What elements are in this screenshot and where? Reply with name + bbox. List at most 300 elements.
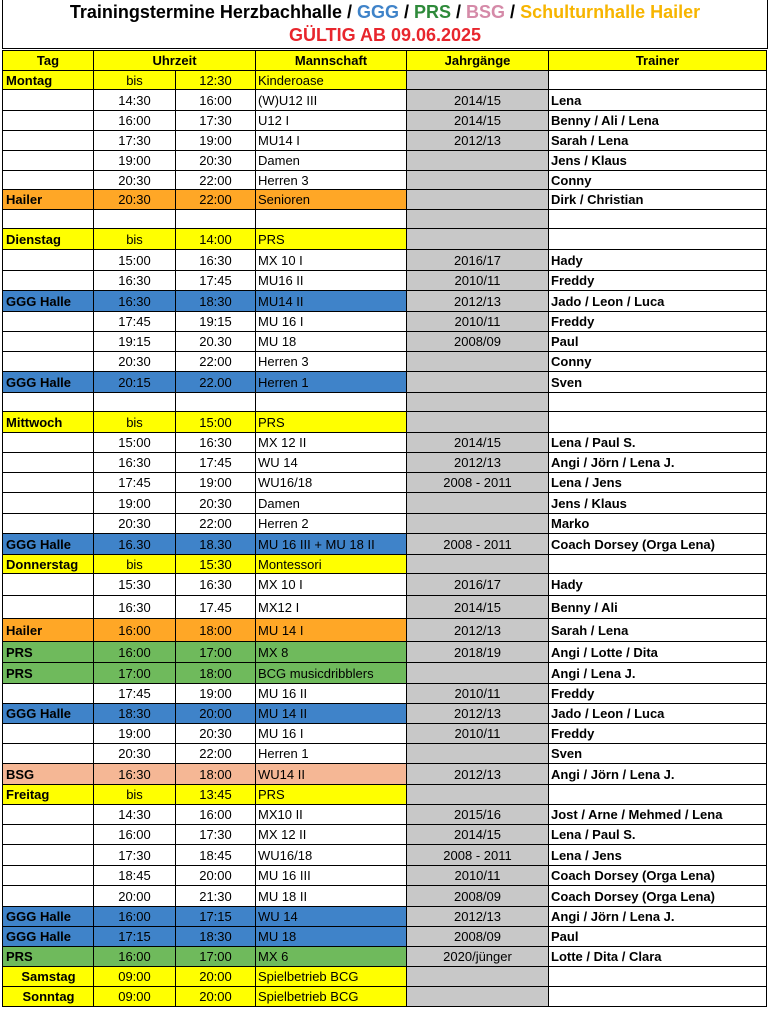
- title-hailer: Schulturnhalle Hailer: [520, 2, 701, 22]
- cell-team: MU 16 II: [256, 684, 407, 704]
- cell-tag: [3, 866, 94, 886]
- table-row: [3, 271, 767, 291]
- col-jahrgaenge: Jahrgänge: [407, 51, 549, 71]
- cell-tag: GGG Halle: [3, 927, 94, 947]
- cell-trainer: Angi / Jörn / Lena J.: [549, 764, 767, 785]
- cell-team: MU 18 II: [256, 886, 407, 907]
- cell-time-from: 16:30: [94, 596, 176, 619]
- cell-team: [256, 393, 407, 412]
- cell-tag: [3, 250, 94, 271]
- table-row: [3, 372, 767, 393]
- cell-trainer: Coach Dorsey (Orga Lena): [549, 886, 767, 907]
- cell-time-to: 17:45: [176, 271, 256, 291]
- cell-time-to: 16:30: [176, 433, 256, 453]
- cell-time-to: 19:00: [176, 473, 256, 493]
- cell-time-from: 16:00: [94, 111, 176, 131]
- cell-team: MU 18: [256, 927, 407, 947]
- cell-jahrgang: [407, 493, 549, 514]
- cell-trainer: Angi / Lena J.: [549, 663, 767, 684]
- cell-tag: [3, 210, 94, 229]
- cell-trainer: Paul: [549, 927, 767, 947]
- cell-time-from: 20:30: [94, 744, 176, 764]
- table-row: [3, 250, 767, 271]
- cell-jahrgang: 2010/11: [407, 724, 549, 744]
- cell-time-to: 22:00: [176, 171, 256, 190]
- cell-trainer: Coach Dorsey (Orga Lena): [549, 534, 767, 555]
- cell-trainer: Freddy: [549, 684, 767, 704]
- cell-time-from: 09:00: [94, 967, 176, 987]
- cell-time-from: 19:00: [94, 724, 176, 744]
- cell-team: MU 16 I: [256, 312, 407, 332]
- cell-time-from: 09:00: [94, 987, 176, 1007]
- cell-jahrgang: 2014/15: [407, 433, 549, 453]
- cell-jahrgang: [407, 190, 549, 210]
- col-uhrzeit: Uhrzeit: [94, 51, 256, 71]
- table-row: [3, 473, 767, 493]
- cell-time-to: 21:30: [176, 886, 256, 907]
- table-row: [3, 619, 767, 642]
- cell-jahrgang: 2008/09: [407, 886, 549, 907]
- cell-tag: [3, 111, 94, 131]
- cell-jahrgang: [407, 744, 549, 764]
- cell-team: MU 18: [256, 332, 407, 352]
- cell-jahrgang: 2012/13: [407, 291, 549, 312]
- cell-trainer: [549, 967, 767, 987]
- cell-jahrgang: [407, 663, 549, 684]
- col-tag: Tag: [3, 51, 94, 71]
- cell-jahrgang: 2014/15: [407, 90, 549, 111]
- cell-time-to: 22:00: [176, 514, 256, 534]
- cell-time-to: 15:00: [176, 412, 256, 433]
- cell-time-to: 20:30: [176, 724, 256, 744]
- cell-team: (W)U12 III: [256, 90, 407, 111]
- cell-trainer: Conny: [549, 171, 767, 190]
- cell-trainer: Lena / Jens: [549, 845, 767, 866]
- table-row: [3, 947, 767, 967]
- cell-trainer: [549, 785, 767, 805]
- cell-team: WU 14: [256, 453, 407, 473]
- table-row: [3, 493, 767, 514]
- cell-time-from: bis: [94, 555, 176, 574]
- cell-team: MU 14 II: [256, 704, 407, 724]
- cell-trainer: Angi / Lotte / Dita: [549, 642, 767, 663]
- table-row: [3, 291, 767, 312]
- cell-trainer: [549, 229, 767, 250]
- cell-trainer: Lena / Jens: [549, 473, 767, 493]
- cell-trainer: Angi / Jörn / Lena J.: [549, 453, 767, 473]
- cell-tag: [3, 433, 94, 453]
- cell-time-to: 22:00: [176, 352, 256, 372]
- schedule-table: [2, 50, 767, 1007]
- cell-time-to: 22:00: [176, 744, 256, 764]
- cell-jahrgang: 2012/13: [407, 453, 549, 473]
- cell-time-from: bis: [94, 229, 176, 250]
- cell-tag: [3, 312, 94, 332]
- title-ggg: GGG: [356, 2, 399, 22]
- cell-tag: [3, 596, 94, 619]
- header: [2, 0, 768, 49]
- cell-team: MX10 II: [256, 805, 407, 825]
- cell-trainer: Jado / Leon / Luca: [549, 704, 767, 724]
- table-row: [3, 987, 767, 1007]
- cell-trainer: [549, 71, 767, 90]
- cell-time-to: 22:00: [176, 190, 256, 210]
- cell-jahrgang: 2012/13: [407, 619, 549, 642]
- cell-team: MX 12 II: [256, 825, 407, 845]
- cell-jahrgang: 2010/11: [407, 866, 549, 886]
- cell-tag: PRS: [3, 663, 94, 684]
- cell-tag: Samstag: [3, 967, 94, 987]
- cell-time-to: 12:30: [176, 71, 256, 90]
- cell-time-from: 15:00: [94, 433, 176, 453]
- cell-jahrgang: 2008 - 2011: [407, 534, 549, 555]
- cell-time-to: 17:45: [176, 453, 256, 473]
- cell-tag: [3, 574, 94, 596]
- cell-trainer: Lotte / Dita / Clara: [549, 947, 767, 967]
- cell-team: MU 16 III + MU 18 II: [256, 534, 407, 555]
- table-row: [3, 663, 767, 684]
- table-row: [3, 190, 767, 210]
- cell-time-from: 16:30: [94, 453, 176, 473]
- cell-jahrgang: 2008/09: [407, 927, 549, 947]
- cell-time-to: 22.00: [176, 372, 256, 393]
- cell-jahrgang: 2008/09: [407, 332, 549, 352]
- cell-team: MX12 I: [256, 596, 407, 619]
- table-row: [3, 866, 767, 886]
- table-row: [3, 312, 767, 332]
- cell-team: MU 14 I: [256, 619, 407, 642]
- table-row: [3, 785, 767, 805]
- cell-jahrgang: [407, 372, 549, 393]
- cell-tag: BSG: [3, 764, 94, 785]
- table-row: [3, 151, 767, 171]
- cell-jahrgang: [407, 352, 549, 372]
- cell-team: MU14 II: [256, 291, 407, 312]
- cell-team: Senioren: [256, 190, 407, 210]
- cell-jahrgang: [407, 151, 549, 171]
- cell-time-from: 16:00: [94, 619, 176, 642]
- cell-time-from: 20:15: [94, 372, 176, 393]
- table-row: [3, 704, 767, 724]
- cell-time-from: 19:00: [94, 151, 176, 171]
- cell-time-to: 18:00: [176, 764, 256, 785]
- cell-trainer: Marko: [549, 514, 767, 534]
- cell-tag: GGG Halle: [3, 534, 94, 555]
- cell-time-to: 16:00: [176, 90, 256, 111]
- cell-tag: PRS: [3, 642, 94, 663]
- cell-team: MX 6: [256, 947, 407, 967]
- cell-team: MX 12 II: [256, 433, 407, 453]
- table-row: [3, 131, 767, 151]
- cell-team: MX 8: [256, 642, 407, 663]
- cell-trainer: Jens / Klaus: [549, 151, 767, 171]
- cell-trainer: Sven: [549, 744, 767, 764]
- cell-team: PRS: [256, 785, 407, 805]
- cell-tag: GGG Halle: [3, 704, 94, 724]
- cell-time-from: 18:30: [94, 704, 176, 724]
- cell-team: MX 10 I: [256, 250, 407, 271]
- cell-tag: [3, 744, 94, 764]
- cell-team: Spielbetrieb BCG: [256, 967, 407, 987]
- cell-time-from: 16.30: [94, 534, 176, 555]
- title-prefix: Trainingstermine Herzbachhalle /: [69, 2, 357, 22]
- cell-trainer: Freddy: [549, 271, 767, 291]
- cell-time-from: 20:30: [94, 171, 176, 190]
- cell-time-from: bis: [94, 785, 176, 805]
- cell-tag: [3, 352, 94, 372]
- table-row: [3, 967, 767, 987]
- cell-time-from: 18:45: [94, 866, 176, 886]
- cell-time-to: 17:15: [176, 907, 256, 927]
- cell-team: Herren 2: [256, 514, 407, 534]
- cell-jahrgang: 2014/15: [407, 111, 549, 131]
- table-row: [3, 71, 767, 90]
- cell-trainer: Freddy: [549, 312, 767, 332]
- cell-time-to: 18.30: [176, 534, 256, 555]
- cell-time-to: 20:00: [176, 967, 256, 987]
- cell-time-to: 14:00: [176, 229, 256, 250]
- cell-trainer: Jens / Klaus: [549, 493, 767, 514]
- cell-time-to: [176, 393, 256, 412]
- cell-jahrgang: 2016/17: [407, 250, 549, 271]
- cell-time-from: [94, 210, 176, 229]
- cell-jahrgang: 2014/15: [407, 825, 549, 845]
- cell-time-from: 16:30: [94, 764, 176, 785]
- cell-team: Herren 3: [256, 171, 407, 190]
- cell-tag: Dienstag: [3, 229, 94, 250]
- cell-trainer: Jost / Arne / Mehmed / Lena: [549, 805, 767, 825]
- cell-jahrgang: 2020/jünger: [407, 947, 549, 967]
- cell-time-from: 20:30: [94, 514, 176, 534]
- cell-jahrgang: 2010/11: [407, 271, 549, 291]
- cell-team: WU16/18: [256, 473, 407, 493]
- cell-jahrgang: [407, 967, 549, 987]
- cell-time-to: 20:00: [176, 866, 256, 886]
- cell-jahrgang: 2015/16: [407, 805, 549, 825]
- table-row: [3, 171, 767, 190]
- cell-jahrgang: 2016/17: [407, 574, 549, 596]
- cell-time-to: 20:00: [176, 987, 256, 1007]
- table-row: [3, 744, 767, 764]
- table-row: [3, 412, 767, 433]
- cell-jahrgang: [407, 229, 549, 250]
- cell-team: PRS: [256, 229, 407, 250]
- cell-jahrgang: [407, 210, 549, 229]
- cell-tag: Sonntag: [3, 987, 94, 1007]
- cell-team: Spielbetrieb BCG: [256, 987, 407, 1007]
- cell-tag: [3, 171, 94, 190]
- page-title: [3, 0, 767, 24]
- table-row: [3, 111, 767, 131]
- cell-time-from: 16:00: [94, 907, 176, 927]
- cell-team: [256, 210, 407, 229]
- cell-tag: [3, 90, 94, 111]
- cell-jahrgang: 2018/19: [407, 642, 549, 663]
- cell-team: Damen: [256, 493, 407, 514]
- cell-tag: [3, 453, 94, 473]
- cell-tag: [3, 493, 94, 514]
- cell-jahrgang: [407, 71, 549, 90]
- table-row: [3, 229, 767, 250]
- cell-trainer: Conny: [549, 352, 767, 372]
- col-trainer: Trainer: [549, 51, 767, 71]
- cell-team: WU14 II: [256, 764, 407, 785]
- cell-tag: PRS: [3, 947, 94, 967]
- table-row: [3, 596, 767, 619]
- cell-jahrgang: 2012/13: [407, 704, 549, 724]
- cell-time-from: 17:45: [94, 312, 176, 332]
- cell-time-to: 20.30: [176, 332, 256, 352]
- cell-jahrgang: 2014/15: [407, 596, 549, 619]
- cell-trainer: Freddy: [549, 724, 767, 744]
- cell-jahrgang: 2012/13: [407, 907, 549, 927]
- cell-trainer: [549, 210, 767, 229]
- cell-tag: Freitag: [3, 785, 94, 805]
- cell-trainer: Paul: [549, 332, 767, 352]
- cell-trainer: [549, 555, 767, 574]
- cell-tag: [3, 684, 94, 704]
- cell-time-to: 18:45: [176, 845, 256, 866]
- table-row: [3, 764, 767, 785]
- table-row: [3, 433, 767, 453]
- cell-time-to: 18:00: [176, 619, 256, 642]
- cell-trainer: Dirk / Christian: [549, 190, 767, 210]
- title-sep: /: [398, 2, 414, 22]
- cell-team: WU16/18: [256, 845, 407, 866]
- cell-time-to: 20:00: [176, 704, 256, 724]
- cell-time-to: 19:00: [176, 684, 256, 704]
- cell-time-from: 14:30: [94, 805, 176, 825]
- cell-time-from: 17:45: [94, 684, 176, 704]
- table-row: [3, 805, 767, 825]
- cell-team: Herren 1: [256, 372, 407, 393]
- table-row: [3, 927, 767, 947]
- cell-tag: [3, 151, 94, 171]
- cell-trainer: Benny / Ali / Lena: [549, 111, 767, 131]
- cell-time-from: 17:30: [94, 131, 176, 151]
- schedule-body: [3, 71, 767, 1007]
- cell-tag: [3, 886, 94, 907]
- cell-trainer: Hady: [549, 250, 767, 271]
- cell-time-to: 18:00: [176, 663, 256, 684]
- cell-jahrgang: 2008 - 2011: [407, 845, 549, 866]
- cell-time-to: 13:45: [176, 785, 256, 805]
- cell-team: Herren 1: [256, 744, 407, 764]
- cell-jahrgang: [407, 393, 549, 412]
- cell-time-from: 20:00: [94, 886, 176, 907]
- cell-time-from: bis: [94, 71, 176, 90]
- col-mannschaft: Mannschaft: [256, 51, 407, 71]
- cell-trainer: Lena: [549, 90, 767, 111]
- cell-team: Montessori: [256, 555, 407, 574]
- cell-team: MU 16 III: [256, 866, 407, 886]
- cell-team: MU16 II: [256, 271, 407, 291]
- cell-tag: [3, 393, 94, 412]
- table-row: [3, 642, 767, 663]
- cell-trainer: Sarah / Lena: [549, 619, 767, 642]
- cell-time-from: 15:30: [94, 574, 176, 596]
- cell-time-to: 17:00: [176, 947, 256, 967]
- cell-trainer: Lena / Paul S.: [549, 825, 767, 845]
- cell-time-to: 20:30: [176, 493, 256, 514]
- cell-tag: Hailer: [3, 190, 94, 210]
- cell-trainer: Sven: [549, 372, 767, 393]
- cell-time-from: 16:00: [94, 642, 176, 663]
- cell-time-from: bis: [94, 412, 176, 433]
- cell-jahrgang: 2008 - 2011: [407, 473, 549, 493]
- cell-time-to: [176, 210, 256, 229]
- table-row: [3, 574, 767, 596]
- cell-trainer: [549, 393, 767, 412]
- cell-tag: [3, 805, 94, 825]
- cell-time-from: [94, 393, 176, 412]
- title-prs: PRS: [414, 2, 452, 22]
- cell-jahrgang: [407, 171, 549, 190]
- table-row: [3, 724, 767, 744]
- table-row: [3, 825, 767, 845]
- cell-time-from: 17:45: [94, 473, 176, 493]
- cell-time-from: 16:30: [94, 291, 176, 312]
- cell-tag: GGG Halle: [3, 372, 94, 393]
- cell-time-from: 17:30: [94, 845, 176, 866]
- cell-time-to: 17:00: [176, 642, 256, 663]
- cell-tag: [3, 845, 94, 866]
- cell-team: PRS: [256, 412, 407, 433]
- cell-team: BCG musicdribblers: [256, 663, 407, 684]
- cell-time-from: 16:00: [94, 947, 176, 967]
- table-row: [3, 393, 767, 412]
- cell-tag: [3, 332, 94, 352]
- table-row: [3, 90, 767, 111]
- cell-trainer: Hady: [549, 574, 767, 596]
- cell-time-from: 17:15: [94, 927, 176, 947]
- cell-trainer: Benny / Ali: [549, 596, 767, 619]
- cell-trainer: Coach Dorsey (Orga Lena): [549, 866, 767, 886]
- cell-team: MU14 I: [256, 131, 407, 151]
- cell-time-from: 15:00: [94, 250, 176, 271]
- cell-time-from: 16:30: [94, 271, 176, 291]
- table-row: [3, 210, 767, 229]
- cell-time-from: 20:30: [94, 352, 176, 372]
- cell-jahrgang: [407, 785, 549, 805]
- cell-time-to: 16:30: [176, 250, 256, 271]
- cell-trainer: Lena / Paul S.: [549, 433, 767, 453]
- table-row: [3, 453, 767, 473]
- cell-time-from: 17:00: [94, 663, 176, 684]
- cell-time-to: 18:30: [176, 927, 256, 947]
- cell-trainer: [549, 412, 767, 433]
- cell-trainer: Angi / Jörn / Lena J.: [549, 907, 767, 927]
- cell-jahrgang: 2012/13: [407, 131, 549, 151]
- table-row: [3, 352, 767, 372]
- cell-trainer: Sarah / Lena: [549, 131, 767, 151]
- table-row: [3, 684, 767, 704]
- cell-time-to: 17:30: [176, 825, 256, 845]
- cell-jahrgang: [407, 987, 549, 1007]
- cell-time-to: 16:00: [176, 805, 256, 825]
- cell-trainer: [549, 987, 767, 1007]
- table-row: [3, 534, 767, 555]
- cell-tag: [3, 131, 94, 151]
- title-sep: /: [505, 2, 521, 22]
- cell-team: U12 I: [256, 111, 407, 131]
- cell-time-from: 16:00: [94, 825, 176, 845]
- cell-team: MX 10 I: [256, 574, 407, 596]
- cell-time-to: 19:15: [176, 312, 256, 332]
- header-row: [3, 51, 767, 71]
- cell-time-to: 17.45: [176, 596, 256, 619]
- cell-team: Kinderoase: [256, 71, 407, 90]
